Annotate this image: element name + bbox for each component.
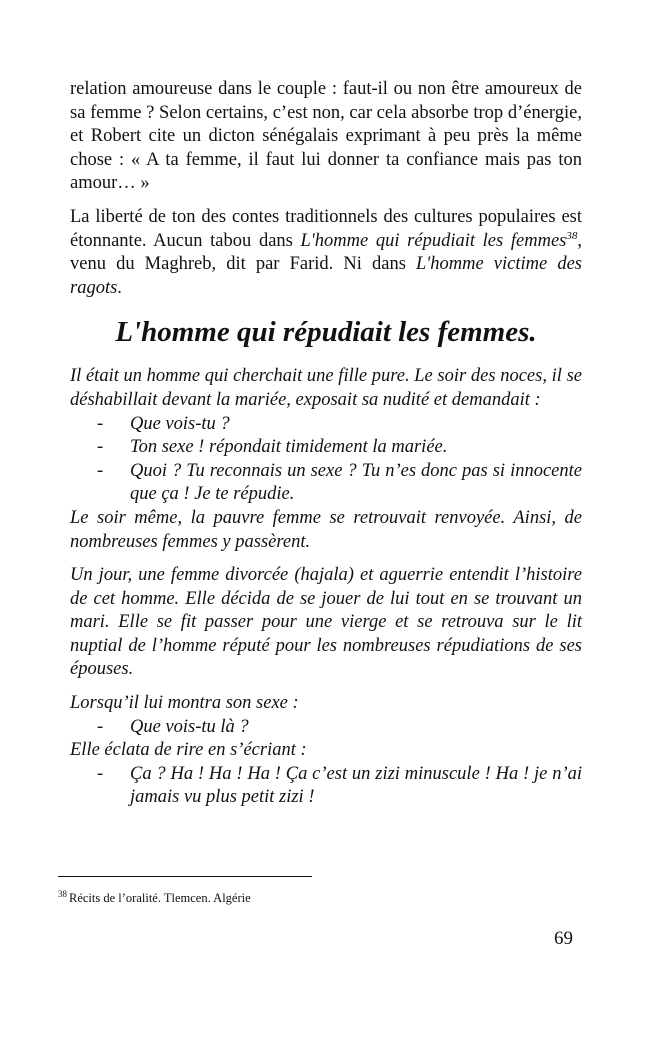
dialog-line [70, 716, 582, 740]
footnote-text: Récits de l’oralité. Tlemcen. Algérie [69, 891, 251, 905]
footnote-reference: 38 [566, 229, 578, 242]
dash-marker: - [97, 437, 104, 458]
tale-title-reference: L'homme qui répudiait les femmes [300, 230, 567, 251]
dialog-list-2 [70, 716, 582, 740]
story-paragraph-1: Il était un homme qui cherchait une fille pure. Le soir des noces, il se déshabillait devant la mariée, exposait sa nudité et demandait : [70, 366, 582, 410]
dash-marker: - [97, 413, 104, 434]
footnote-divider [58, 876, 312, 877]
dialog-line [70, 763, 582, 810]
story-title: L'homme qui répudiait les femmes. [115, 316, 537, 349]
dialog-line [70, 413, 582, 437]
intro-paragraph-2-end: . [117, 277, 122, 298]
dialog-line-text: Que vois-tu ? [130, 413, 230, 434]
story-paragraph-4: Lorsqu’il lui montra son sexe : [70, 693, 299, 714]
dialog-line-text: Quoi ? Tu reconnais un sexe ? Tu n’es donc pas si innocente que ça ! Je te répudie. [130, 460, 582, 505]
intro-paragraph-2 [70, 206, 582, 300]
story-paragraph-5: Elle éclata de rire en s’écriant : [70, 740, 307, 761]
dialog-line-text: Ton sexe ! répondait timidement la mariée. [130, 437, 448, 458]
intro-paragraph-2-text-b: , venu du Maghreb, dit par Farid. Ni dans [70, 230, 582, 275]
dialog-line [70, 436, 582, 460]
dash-marker: - [97, 716, 104, 737]
dialog-line-text: Que vois-tu là ? [130, 716, 249, 737]
dash-marker: - [97, 763, 104, 784]
page-body [70, 78, 582, 810]
intro-paragraph-2-text-a: La liberté de ton des contes traditionnels des cultures populaires est étonnante. Aucun tabou dans [70, 206, 582, 251]
footnote [58, 890, 251, 906]
footnote-number: 38 [58, 889, 67, 899]
dialog-list-3 [70, 763, 582, 810]
story-paragraph-3: Un jour, une femme divorcée (hajala) et aguerrie entendit l’histoire de cet homme. Elle décida de se jouer de lui tout en se trouvant un mari. Elle se fit passer pour une vierge et se retrouva sur le lit nuptial de l’homme réputé pour les nombreuses répudiations de ses épouses. [70, 565, 582, 680]
dash-marker: - [97, 460, 104, 481]
dialog-line [70, 460, 582, 507]
dialog-list-1 [70, 413, 582, 507]
story-paragraph-2: Le soir même, la pauvre femme se retrouvait renvoyée. Ainsi, de nombreuses femmes y passèrent. [70, 507, 582, 552]
dialog-line-text: Ça ? Ha ! Ha ! Ha ! Ça c’est un zizi minuscule ! Ha ! je n’ai jamais vu plus petit zizi ! [130, 763, 582, 808]
intro-paragraph-1: relation amoureuse dans le couple : faut-il ou non être amoureux de sa femme ? Selon certains, c’est non, car cela absorbe trop d’énergie, et Robert cite un dicton sénégalais exprimant à peu près la même chose : « A ta femme, il faut lui donner ta confiance mais pas ton amour… » [70, 79, 582, 194]
other-tale-title: L'homme victime des ragots [70, 254, 582, 298]
page-number: 69 [554, 928, 573, 949]
